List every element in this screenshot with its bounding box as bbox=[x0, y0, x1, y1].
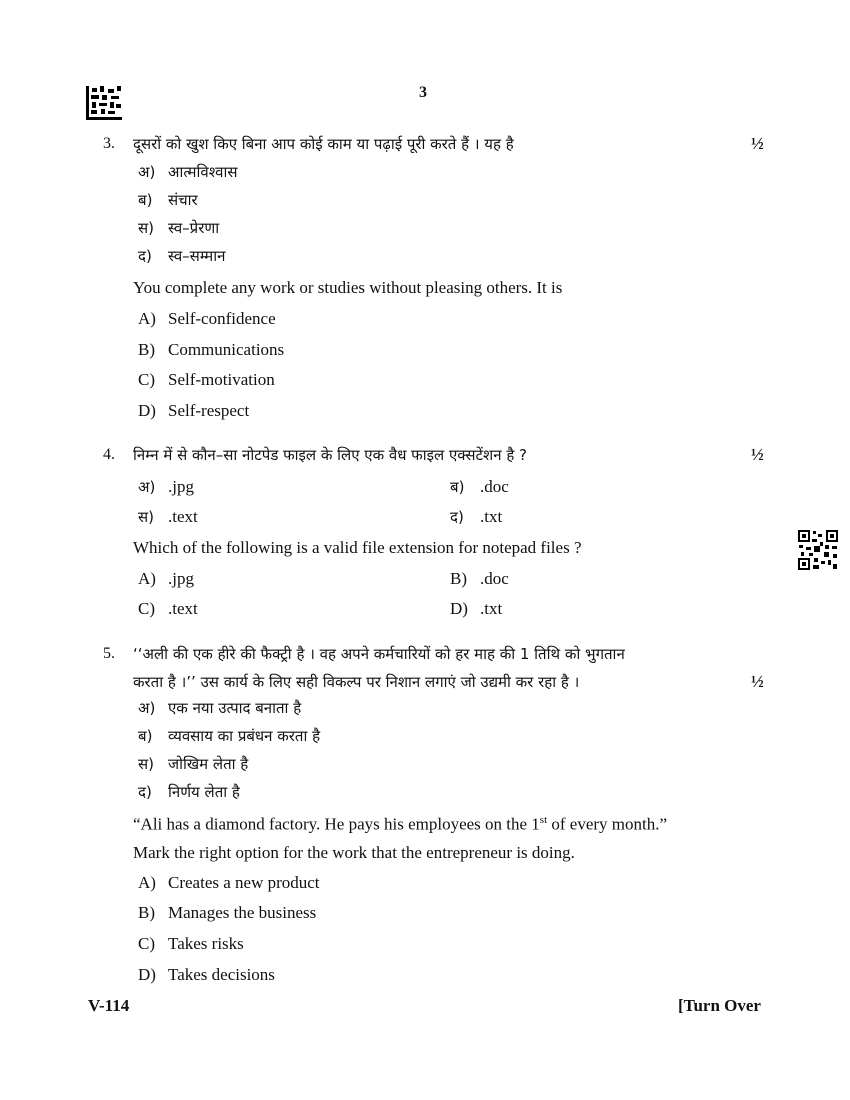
qr-code bbox=[798, 530, 838, 570]
ordinal-superscript: st bbox=[539, 814, 548, 826]
option-hindi bbox=[138, 754, 248, 774]
option-label: ब) bbox=[138, 727, 153, 745]
option-english bbox=[138, 309, 276, 329]
option-text: Creates a new product bbox=[168, 873, 320, 892]
option-label: स) bbox=[138, 508, 154, 526]
option-text: व्यवसाय का प्रबंधन करता है bbox=[168, 727, 321, 745]
turn-over-label: [Turn Over bbox=[678, 996, 761, 1015]
question-english-text: Which of the following is a valid file extension for notepad files ? bbox=[133, 538, 582, 557]
option-hindi bbox=[138, 477, 194, 497]
option-hindi bbox=[138, 782, 240, 802]
option-hindi bbox=[138, 507, 198, 527]
question-hindi-text: निम्न में से कौन–सा नोटपेड फाइल के लिए एक वैध फाइल एक्सटेंशन है ? bbox=[133, 446, 528, 464]
option-english bbox=[450, 569, 509, 589]
option-label: C) bbox=[138, 599, 155, 618]
option-text: निर्णय लेता है bbox=[168, 783, 240, 801]
question-hindi-text: दूसरों को खुश किए बिना आप कोई काम या पढ़ाई पूरी करते हैं । यह है bbox=[133, 135, 514, 153]
option-english bbox=[138, 401, 249, 421]
marks: ½ bbox=[751, 672, 764, 691]
question-english-text-line1 bbox=[133, 814, 667, 835]
option-label: A) bbox=[138, 569, 156, 588]
option-text: Communications bbox=[168, 340, 285, 359]
option-label: स) bbox=[138, 755, 154, 773]
option-label: द) bbox=[450, 508, 464, 526]
option-hindi bbox=[138, 162, 237, 182]
option-hindi bbox=[138, 190, 198, 210]
option-text: .text bbox=[168, 599, 198, 618]
option-label: A) bbox=[138, 309, 156, 328]
option-label: A) bbox=[138, 873, 156, 892]
option-english bbox=[138, 903, 316, 923]
question-number: 5. bbox=[103, 645, 115, 662]
option-text: .jpg bbox=[168, 477, 194, 496]
option-english bbox=[138, 965, 275, 985]
option-text: .doc bbox=[480, 569, 509, 588]
datamatrix-code bbox=[86, 86, 122, 120]
option-text: .text bbox=[168, 507, 198, 526]
marks: ½ bbox=[751, 445, 764, 464]
option-hindi bbox=[138, 726, 320, 746]
option-text: स्व–सम्मान bbox=[168, 247, 226, 265]
option-text: .doc bbox=[480, 477, 509, 496]
option-text: Self-confidence bbox=[168, 309, 276, 328]
option-english bbox=[138, 340, 284, 360]
option-text: Self-respect bbox=[168, 401, 250, 420]
option-text: जोखिम लेता है bbox=[168, 755, 249, 773]
option-text: आत्मविश्वास bbox=[168, 163, 238, 181]
option-label: B) bbox=[450, 569, 467, 588]
option-label: D) bbox=[450, 599, 468, 618]
english-text-part: “Ali has a diamond factory. He pays his employees on the 1 bbox=[133, 814, 540, 834]
question-hindi-text-line2: करता है ।’’ उस कार्य के लिए सही विकल्प पर निशान लगाएं जो उद्यमी कर रहा है । bbox=[133, 673, 580, 691]
option-label: B) bbox=[138, 903, 155, 922]
option-text: .txt bbox=[480, 599, 503, 618]
option-label: अ) bbox=[138, 478, 156, 496]
option-text: स्व–प्रेरणा bbox=[168, 219, 220, 237]
option-label: ब) bbox=[450, 478, 465, 496]
option-english bbox=[138, 599, 198, 619]
option-text: .txt bbox=[480, 507, 503, 526]
option-text: Self-motivation bbox=[168, 370, 275, 389]
option-label: C) bbox=[138, 370, 155, 389]
question-hindi-text-line1: ‘‘अली की एक हीरे की फैक्ट्री है । वह अपने कर्मचारियों को हर माह की 1 तिथि को भुगतान bbox=[133, 645, 625, 663]
question-number: 3. bbox=[103, 135, 115, 152]
option-label: स) bbox=[138, 219, 154, 237]
option-label: D) bbox=[138, 401, 156, 420]
question-english-text: You complete any work or studies without pleasing others. It is bbox=[133, 278, 563, 297]
option-text: संचार bbox=[168, 191, 198, 209]
option-hindi bbox=[450, 477, 509, 497]
option-label: B) bbox=[138, 340, 155, 359]
option-english bbox=[138, 873, 320, 893]
question-english-text-line2: Mark the right option for the work that the entrepreneur is doing. bbox=[133, 843, 575, 862]
option-label: C) bbox=[138, 934, 155, 953]
option-text: Takes decisions bbox=[168, 965, 275, 984]
option-hindi bbox=[450, 507, 502, 527]
option-label: ब) bbox=[138, 191, 153, 209]
option-hindi bbox=[138, 698, 301, 718]
option-text: एक नया उत्पाद बनाता है bbox=[168, 699, 302, 717]
paper-code: V-114 bbox=[88, 996, 130, 1015]
option-label: D) bbox=[138, 965, 156, 984]
option-hindi bbox=[138, 246, 225, 266]
option-english bbox=[138, 569, 194, 589]
option-english bbox=[138, 934, 244, 954]
option-label: अ) bbox=[138, 163, 156, 181]
option-english bbox=[138, 370, 275, 390]
option-label: द) bbox=[138, 247, 152, 265]
marks: ½ bbox=[751, 134, 764, 153]
question-number: 4. bbox=[103, 446, 115, 463]
option-label: द) bbox=[138, 783, 152, 801]
option-hindi bbox=[138, 218, 219, 238]
option-text: .jpg bbox=[168, 569, 194, 588]
option-text: Takes risks bbox=[168, 934, 244, 953]
option-english bbox=[450, 599, 502, 619]
option-text: Manages the business bbox=[168, 903, 317, 922]
page-number: 3 bbox=[419, 84, 427, 101]
option-label: अ) bbox=[138, 699, 156, 717]
english-text-part: of every month.” bbox=[547, 814, 668, 834]
